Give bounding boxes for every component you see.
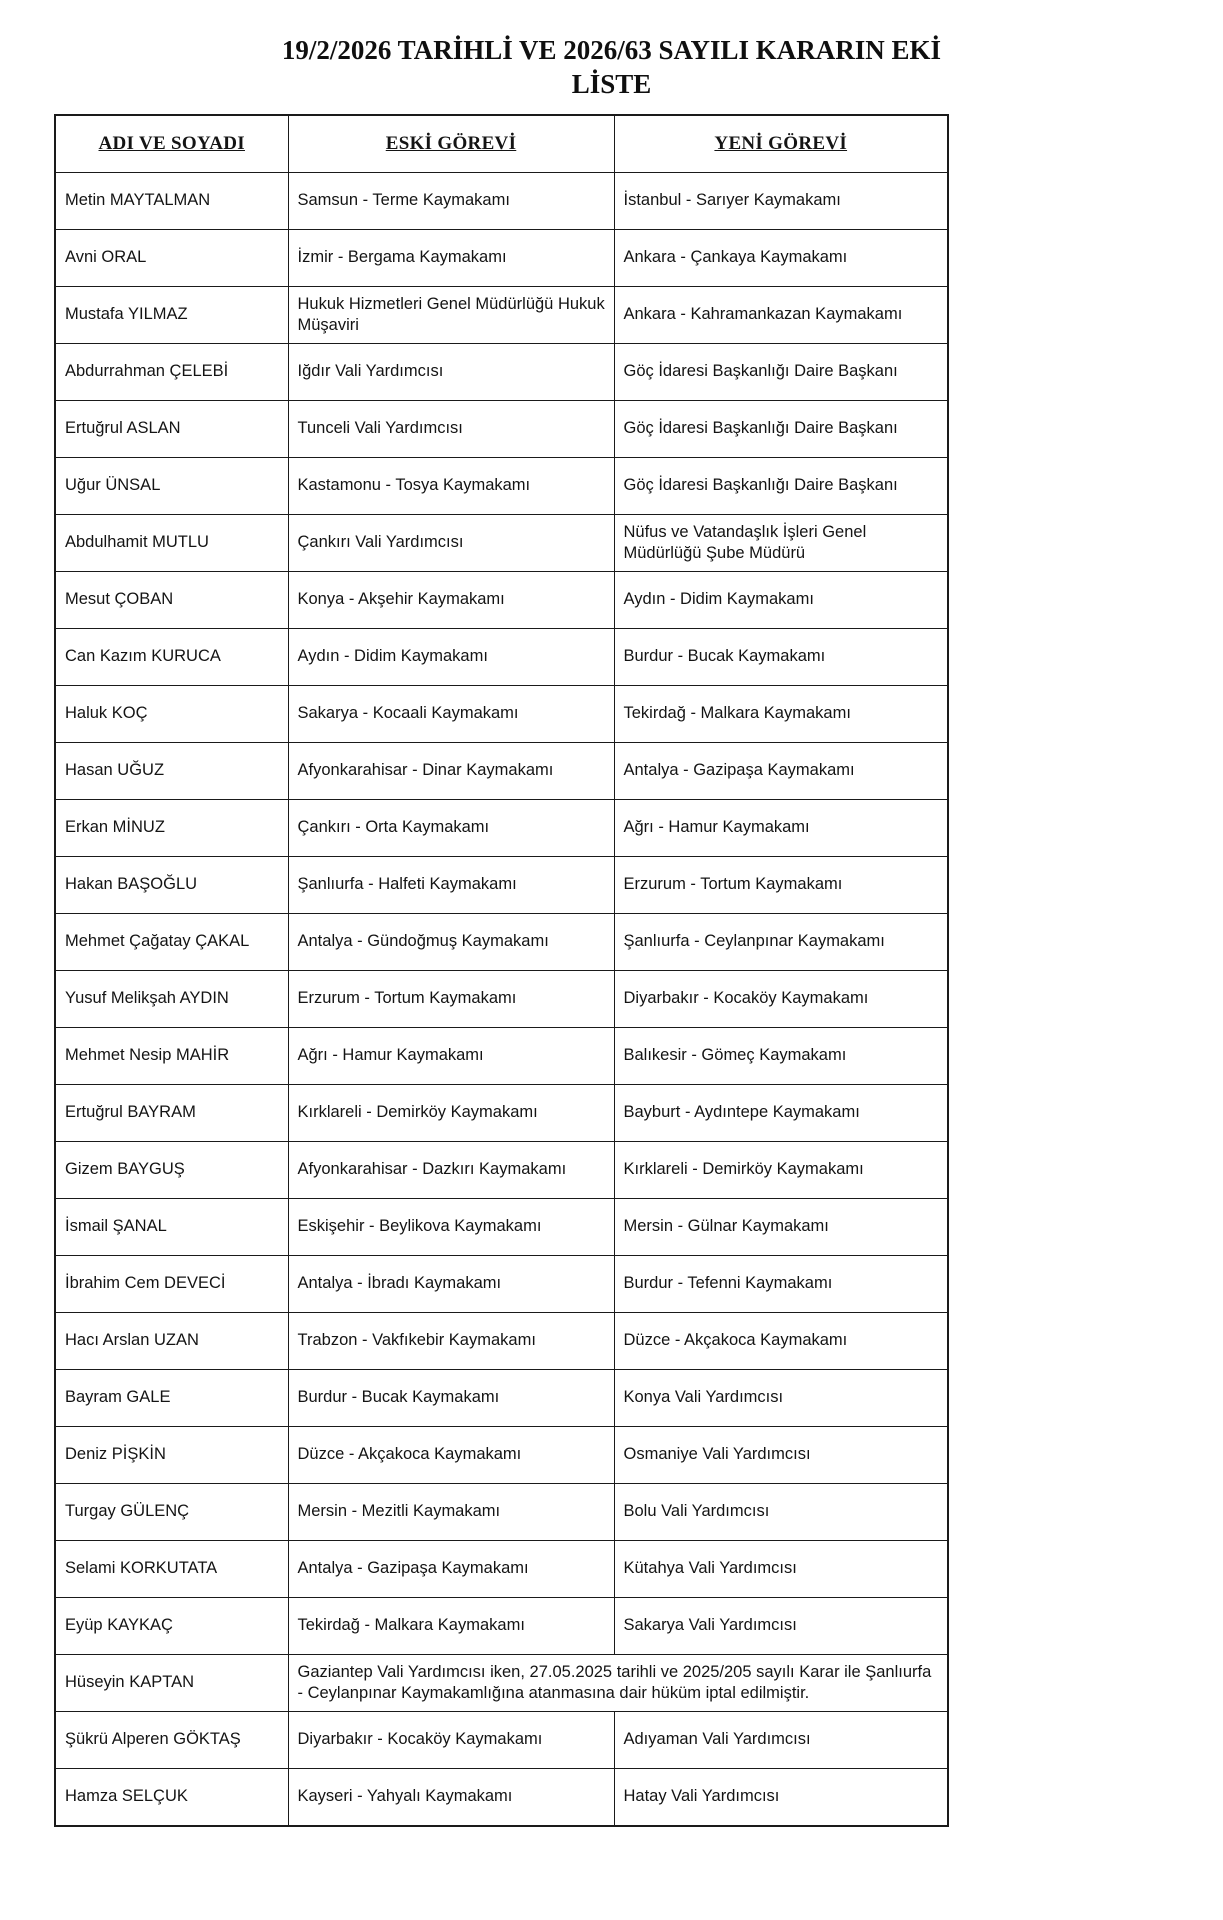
old-position-cell: Mersin - Mezitli Kaymakamı (288, 1483, 614, 1540)
name-cell: Ertuğrul ASLAN (55, 400, 288, 457)
name-cell: Gizem BAYGUŞ (55, 1141, 288, 1198)
annulment-note-cell: Gaziantep Vali Yardımcısı iken, 27.05.2025 tarihli ve 2025/205 sayılı Karar ile Şanlıurfa - Ceylanpınar Kaymakamlığına atanmasına dair hüküm iptal edilmiştir. (288, 1654, 948, 1711)
new-position-cell: Ankara - Kahramankazan Kaymakamı (614, 286, 948, 343)
name-cell: Mehmet Nesip MAHİR (55, 1027, 288, 1084)
header-new-position: YENİ GÖREVİ (614, 115, 948, 173)
new-position-cell: Antalya - Gazipaşa Kaymakamı (614, 742, 948, 799)
new-position-cell: Aydın - Didim Kaymakamı (614, 571, 948, 628)
name-cell: Yusuf Melikşah AYDIN (55, 970, 288, 1027)
name-cell: Mustafa YILMAZ (55, 286, 288, 343)
new-position-cell: İstanbul - Sarıyer Kaymakamı (614, 172, 948, 229)
table-row (55, 229, 948, 286)
name-cell: Haluk KOÇ (55, 685, 288, 742)
new-position-cell: Göç İdaresi Başkanlığı Daire Başkanı (614, 457, 948, 514)
new-position-cell: Ankara - Çankaya Kaymakamı (614, 229, 948, 286)
table-row (55, 685, 948, 742)
new-position-cell: Hatay Vali Yardımcısı (614, 1768, 948, 1826)
old-position-cell: Afyonkarahisar - Dazkırı Kaymakamı (288, 1141, 614, 1198)
new-position-cell: Balıkesir - Gömeç Kaymakamı (614, 1027, 948, 1084)
header-name: ADI VE SOYADI (55, 115, 288, 173)
new-position-cell: Şanlıurfa - Ceylanpınar Kaymakamı (614, 913, 948, 970)
name-cell: Erkan MİNUZ (55, 799, 288, 856)
new-position-cell: Erzurum - Tortum Kaymakamı (614, 856, 948, 913)
table-row (55, 1597, 948, 1654)
name-cell: İsmail ŞANAL (55, 1198, 288, 1255)
table-row (55, 970, 948, 1027)
table-row (55, 1483, 948, 1540)
old-position-cell: Aydın - Didim Kaymakamı (288, 628, 614, 685)
name-cell: Hasan UĞUZ (55, 742, 288, 799)
table-row (55, 1711, 948, 1768)
name-cell: Hacı Arslan UZAN (55, 1312, 288, 1369)
old-position-cell: Sakarya - Kocaali Kaymakamı (288, 685, 614, 742)
new-position-cell: Adıyaman Vali Yardımcısı (614, 1711, 948, 1768)
old-position-cell: Hukuk Hizmetleri Genel Müdürlüğü Hukuk Müşaviri (288, 286, 614, 343)
name-cell: Selami KORKUTATA (55, 1540, 288, 1597)
appointments-table (54, 114, 949, 1827)
document-title (112, 0, 1112, 102)
table-row (55, 343, 948, 400)
table-row (55, 913, 948, 970)
new-position-cell: Ağrı - Hamur Kaymakamı (614, 799, 948, 856)
table-row (55, 628, 948, 685)
old-position-cell: Erzurum - Tortum Kaymakamı (288, 970, 614, 1027)
old-position-cell: Trabzon - Vakfıkebir Kaymakamı (288, 1312, 614, 1369)
name-cell: Abdurrahman ÇELEBİ (55, 343, 288, 400)
old-position-cell: Antalya - Gündoğmuş Kaymakamı (288, 913, 614, 970)
name-cell: Metin MAYTALMAN (55, 172, 288, 229)
table-row (55, 1255, 948, 1312)
new-position-cell: Bayburt - Aydıntepe Kaymakamı (614, 1084, 948, 1141)
new-position-cell: Göç İdaresi Başkanlığı Daire Başkanı (614, 343, 948, 400)
table-row (55, 799, 948, 856)
old-position-cell: Konya - Akşehir Kaymakamı (288, 571, 614, 628)
name-cell: Turgay GÜLENÇ (55, 1483, 288, 1540)
name-cell: Abdulhamit MUTLU (55, 514, 288, 571)
new-position-cell: Kırklareli - Demirköy Kaymakamı (614, 1141, 948, 1198)
name-cell: Bayram GALE (55, 1369, 288, 1426)
new-position-cell: Burdur - Tefenni Kaymakamı (614, 1255, 948, 1312)
table-row (55, 1027, 948, 1084)
name-cell: Can Kazım KURUCA (55, 628, 288, 685)
old-position-cell: Ağrı - Hamur Kaymakamı (288, 1027, 614, 1084)
table-row (55, 286, 948, 343)
name-cell: Deniz PİŞKİN (55, 1426, 288, 1483)
table-row (55, 457, 948, 514)
new-position-cell: Osmaniye Vali Yardımcısı (614, 1426, 948, 1483)
new-position-cell: Konya Vali Yardımcısı (614, 1369, 948, 1426)
old-position-cell: Afyonkarahisar - Dinar Kaymakamı (288, 742, 614, 799)
table-row (55, 514, 948, 571)
table-row (55, 1654, 948, 1711)
header-row (55, 115, 948, 173)
new-position-cell: Diyarbakır - Kocaköy Kaymakamı (614, 970, 948, 1027)
name-cell: Avni ORAL (55, 229, 288, 286)
old-position-cell: Kastamonu - Tosya Kaymakamı (288, 457, 614, 514)
table-row (55, 571, 948, 628)
old-position-cell: Çankırı Vali Yardımcısı (288, 514, 614, 571)
name-cell: Ertuğrul BAYRAM (55, 1084, 288, 1141)
old-position-cell: Çankırı - Orta Kaymakamı (288, 799, 614, 856)
old-position-cell: Tekirdağ - Malkara Kaymakamı (288, 1597, 614, 1654)
new-position-cell: Düzce - Akçakoca Kaymakamı (614, 1312, 948, 1369)
new-position-cell: Mersin - Gülnar Kaymakamı (614, 1198, 948, 1255)
name-cell: Eyüp KAYKAÇ (55, 1597, 288, 1654)
document-title-line1: 19/2/2026 TARİHLİ VE 2026/63 SAYILI KARARIN EKİ (281, 35, 942, 65)
table-row (55, 742, 948, 799)
old-position-cell: Diyarbakır - Kocaköy Kaymakamı (288, 1711, 614, 1768)
new-position-cell: Bolu Vali Yardımcısı (614, 1483, 948, 1540)
name-cell: Hüseyin KAPTAN (55, 1654, 288, 1711)
old-position-cell: Burdur - Bucak Kaymakamı (288, 1369, 614, 1426)
table-row (55, 1084, 948, 1141)
table-body (55, 172, 948, 1826)
table-row (55, 1369, 948, 1426)
name-cell: Mehmet Çağatay ÇAKAL (55, 913, 288, 970)
new-position-cell: Kütahya Vali Yardımcısı (614, 1540, 948, 1597)
name-cell: Hamza SELÇUK (55, 1768, 288, 1826)
old-position-cell: Samsun - Terme Kaymakamı (288, 172, 614, 229)
header-old-position: ESKİ GÖREVİ (288, 115, 614, 173)
new-position-cell: Burdur - Bucak Kaymakamı (614, 628, 948, 685)
table-header (55, 115, 948, 173)
name-cell: Uğur ÜNSAL (55, 457, 288, 514)
new-position-cell: Tekirdağ - Malkara Kaymakamı (614, 685, 948, 742)
table-row (55, 1768, 948, 1826)
table-row (55, 1426, 948, 1483)
old-position-cell: Kayseri - Yahyalı Kaymakamı (288, 1768, 614, 1826)
new-position-cell: Nüfus ve Vatandaşlık İşleri Genel Müdürlüğü Şube Müdürü (614, 514, 948, 571)
new-position-cell: Sakarya Vali Yardımcısı (614, 1597, 948, 1654)
name-cell: İbrahim Cem DEVECİ (55, 1255, 288, 1312)
table-row (55, 1312, 948, 1369)
name-cell: Şükrü Alperen GÖKTAŞ (55, 1711, 288, 1768)
old-position-cell: Eskişehir - Beylikova Kaymakamı (288, 1198, 614, 1255)
old-position-cell: Tunceli Vali Yardımcısı (288, 400, 614, 457)
old-position-cell: Şanlıurfa - Halfeti Kaymakamı (288, 856, 614, 913)
table-row (55, 400, 948, 457)
table-row (55, 1540, 948, 1597)
table-row (55, 856, 948, 913)
old-position-cell: İzmir - Bergama Kaymakamı (288, 229, 614, 286)
new-position-cell: Göç İdaresi Başkanlığı Daire Başkanı (614, 400, 948, 457)
table-row (55, 1141, 948, 1198)
old-position-cell: Antalya - Gazipaşa Kaymakamı (288, 1540, 614, 1597)
table-row (55, 1198, 948, 1255)
document-title-line2: LİSTE (571, 68, 652, 99)
old-position-cell: Iğdır Vali Yardımcısı (288, 343, 614, 400)
old-position-cell: Kırklareli - Demirköy Kaymakamı (288, 1084, 614, 1141)
old-position-cell: Antalya - İbradı Kaymakamı (288, 1255, 614, 1312)
old-position-cell: Düzce - Akçakoca Kaymakamı (288, 1426, 614, 1483)
table-row (55, 172, 948, 229)
name-cell: Hakan BAŞOĞLU (55, 856, 288, 913)
name-cell: Mesut ÇOBAN (55, 571, 288, 628)
